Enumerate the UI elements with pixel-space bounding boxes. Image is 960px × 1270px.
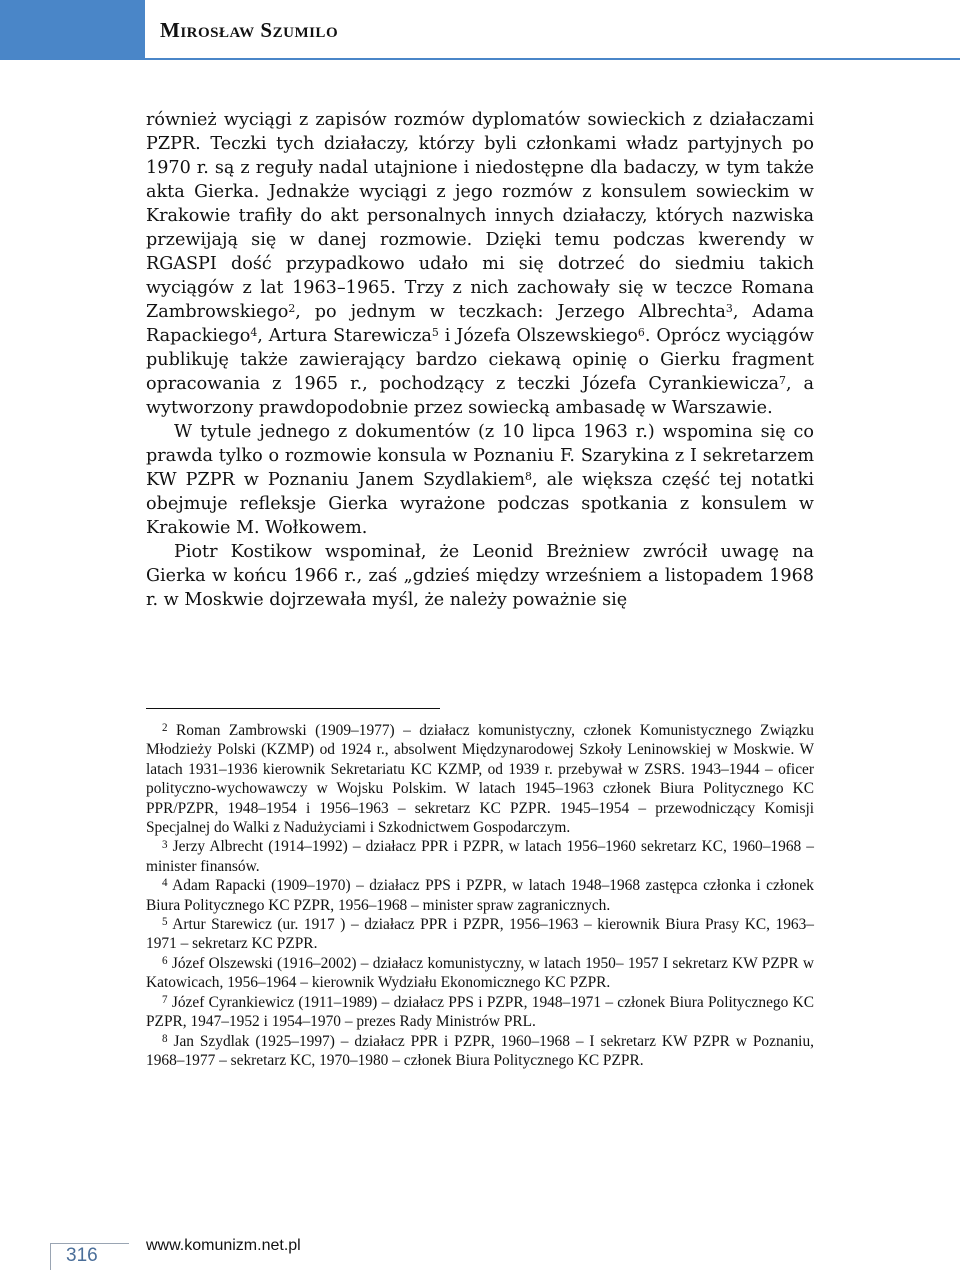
text-segment: . Oprócz wyciągów publikuję także zawierający bardzo ciekawą opinię o Gierku fragment opracowania z 1965 r., pochodzący z teczki Józefa Cyrankiewicza (146, 326, 814, 394)
text-segment: , Adama Rapackiego (146, 302, 814, 346)
footnote-text: Jan Szydlak (1925–1997) – działacz PPR i PZPR, 1960–1968 – I sekretarz KW PZPR w Poznaniu, 1968–1977 – sekretarz KC, 1970–1980 – członek Biura Politycznego KC PZPR. (146, 1032, 814, 1069)
footnote-text: Adam Rapacki (1909–1970) – działacz PPS i PZPR, w latach 1948–1968 zastępca członka i członek Biura Politycznego KC PZPR, 1956–1968 – minister spraw zagranicznych. (146, 877, 814, 914)
text-segment: , Artura Starewicza (257, 326, 432, 346)
text-segment: , po jednym w teczkach: Jerzego Albrechta (295, 302, 726, 322)
footnote-number: 8 (162, 1032, 168, 1045)
footnote-separator (146, 708, 440, 709)
text-segment: i Józefa Olszewskiego (438, 326, 638, 346)
main-text (146, 108, 814, 612)
footnote (146, 837, 814, 876)
footnote-reference: 5 (431, 326, 439, 340)
header-rule (145, 58, 960, 60)
footnote-number: 4 (162, 877, 168, 890)
footnote-reference: 2 (288, 302, 296, 316)
footnotes (146, 721, 814, 1070)
footnote-reference: 6 (637, 326, 645, 340)
footnote-number: 2 (162, 722, 168, 735)
footnote-reference: 7 (779, 374, 786, 388)
header-color-block (0, 0, 145, 60)
footnote (146, 1032, 814, 1071)
footnote-number: 6 (162, 955, 168, 967)
footnote-reference: 3 (725, 302, 733, 316)
text-segment: Piotr Kostikow wspominał, że Leonid Breżniew zwrócił uwagę na Gierka w końcu 1966 r., zaś „gdzieś między wrześniem a listopadem 1968 r. w Moskwie dojrzewała myśl, że należy poważnie się (146, 542, 814, 610)
footnote (146, 721, 814, 837)
footnote (146, 915, 814, 954)
page-number: 316 (66, 1245, 98, 1266)
text-segment: , a wytworzony prawdopodobnie przez sowiecką ambasadę w Warszawie. (146, 374, 814, 418)
footnote-number: 3 (162, 838, 168, 851)
running-header-author: Mirosław Szumilo (160, 18, 339, 42)
body-paragraph (146, 420, 814, 540)
footnote-text: Roman Zambrowski (1909–1977) – działacz komunistyczny, członek Komunistycznego Związku Młodzieży Polski (KZMP) od 1924 r., absolwent Międzynarodowej Szkoły Leninowskiej w Moskwie. W latach 1931–1936 kierownik Sekretariatu KC KZMP, od 1939 r. przebywał w ZSRS. 1943–1944 – oficer polityczno-wychowawczy w Wojsku Polskim. W latach 1945–1963 członek Biura Politycznego KC PPR/PZPR, 1948–1954 i 1956–1963 – sekretarz KC PZPR. 1945–1954 – przewodniczący Komisji Specjalnej do Walki z Nadużyciami i Szkodnictwem Gospodarczym. (146, 722, 814, 837)
footnote (146, 993, 814, 1032)
website-url: www.komunizm.net.pl (146, 1237, 301, 1254)
footnote-reference: 4 (250, 326, 258, 340)
footnote-number: 5 (162, 916, 168, 929)
body-paragraph (146, 108, 814, 420)
footnote-text: Jerzy Albrecht (1914–1992) – działacz PPR i PZPR, w latach 1956–1960 sekretarz KC, 1960–1968 – minister finansów. (146, 838, 814, 875)
text-segment: również wyciągi z zapisów rozmów dyplomatów sowieckich z działaczami PZPR. Teczki tych działaczy, którzy byli członkami władz partyjnych po 1970 r. są z reguły nadal utajnione i niedostępne dla badaczy, w tym także akta Gierka. Jednakże wyciągi z jego rozmów z konsulem sowieckim w Krakowie trafiły do akt personalnych innych działaczy, których nazwiska przewijają się w danej rozmowie. Dzięki temu podczas kwerendy w RGASPI dość przypadkowo udało mi się dotrzeć do siedmiu takich wyciągów z lat 1963–1965. Trzy z nich zachowały się w teczce Romana Zambrowskiego (146, 110, 814, 322)
footnote-text: Józef Cyrankiewicz (1911–1989) – działacz PPS i PZPR, 1948–1971 – członek Biura Politycznego KC PZPR, 1947–1952 i 1954–1970 – prezes Rady Ministrów PRL. (146, 993, 814, 1031)
footnote-text: Józef Olszewski (1916–2002) – działacz komunistyczny, w latach 1950– 1957 I sekretarz KW PZPR w Katowicach, 1956–1964 – kierownik Wydziału Ekonomicznego KC PZPR. (146, 954, 814, 992)
text-segment: W tytule jednego z dokumentów (z 10 lipca 1963 r.) wspomina się co prawda tylko o rozmowie konsula w Poznaniu F. Szarykina z I sekretarzem KW PZPR w Poznaniu Janem Szydlakiem (146, 422, 814, 490)
footnote-number: 7 (162, 993, 168, 1006)
text-segment: , ale większa część tej notatki obejmuje refleksje Gierka wyrażone podczas spotkania z konsulem w Krakowie M. Wołkowem. (146, 470, 815, 538)
footnote (146, 876, 814, 915)
footnote-text: Artur Starewicz (ur. 1917 ) – działacz PPR i PZPR, 1956–1963 – kierownik Biura Prasy KC, 1963–1971 – sekretarz KC PZPR. (146, 916, 814, 953)
body-paragraph (146, 540, 814, 612)
footnote-reference: 8 (525, 470, 532, 484)
footnote (146, 954, 814, 993)
